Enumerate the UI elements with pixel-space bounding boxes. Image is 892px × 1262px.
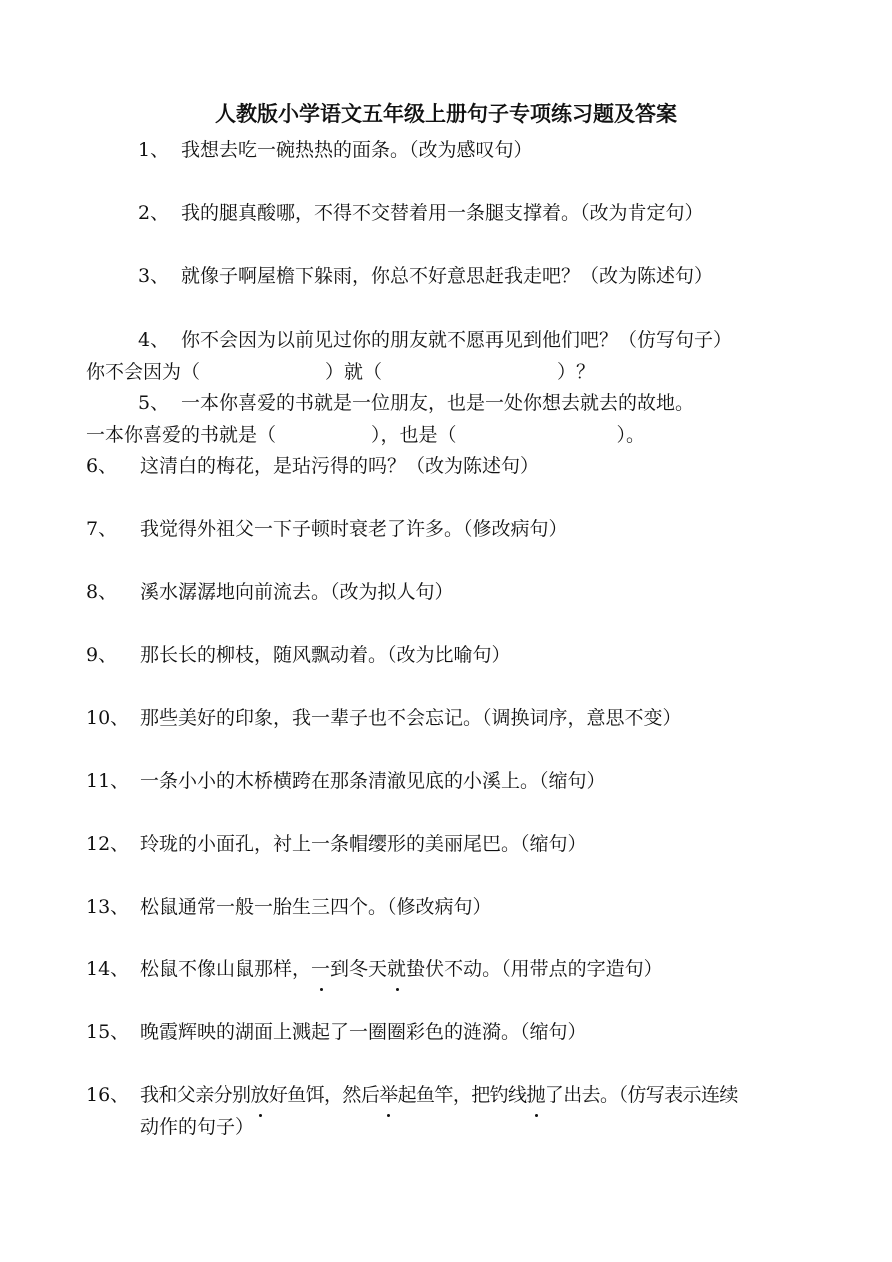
dotted-char: 抛	[526, 1081, 544, 1109]
text-segment: 松鼠不像山鼠那样，	[140, 958, 312, 980]
question-number: 13、	[86, 896, 130, 918]
question-text	[140, 1081, 738, 1109]
question-text: 就像子啊屋檐下躲雨，你总不好意思赶我走吧？（改为陈述句）	[181, 265, 714, 287]
page-title: 人教版小学语文五年级上册句子专项练习题及答案	[215, 102, 677, 126]
question-number: 11、	[86, 770, 130, 792]
fill-in-line	[86, 358, 595, 386]
question-text: 我觉得外祖父一下子顿时衰老了许多。（修改病句）	[140, 518, 568, 540]
question-text: 我想去吃一碗热热的面条。（改为感叹句）	[181, 139, 533, 161]
fill-in-suffix: ）。	[616, 424, 646, 446]
text-segment: 到冬天	[330, 958, 388, 980]
text-segment: 起鱼竿，把钓线	[397, 1084, 527, 1106]
question-number: 12、	[86, 833, 130, 855]
question-number: 2、	[138, 202, 170, 224]
fill-in-prefix: 你不会因为（	[86, 361, 201, 383]
question-number: 4、	[138, 329, 170, 351]
dotted-char: 举	[379, 1081, 397, 1109]
question-number: 15、	[86, 1021, 130, 1043]
question-number: 9、	[86, 644, 118, 666]
question-text: 松鼠通常一般一胎生三四个。（修改病句）	[140, 896, 492, 918]
dotted-char: 就	[387, 955, 406, 983]
question-text: 这清白的梅花，是玷污得的吗？（改为陈述句）	[140, 455, 540, 477]
question-number: 3、	[138, 265, 170, 287]
question-number: 7、	[86, 518, 118, 540]
question-text: 那长长的柳枝，随风飘动着。（改为比喻句）	[140, 644, 511, 666]
text-segment: 蛰伏不动。（用带点的字造句）	[406, 958, 663, 980]
question-text: 晚霞辉映的湖面上溅起了一圈圈彩色的涟漪。（缩句）	[140, 1021, 587, 1043]
dotted-char: 一	[311, 955, 330, 983]
fill-in-suffix: ）？	[557, 361, 596, 383]
text-segment: 好鱼饵，然后	[268, 1084, 380, 1106]
question-number: 16、	[86, 1084, 130, 1106]
dotted-char: 放	[250, 1081, 268, 1109]
fill-in-middle: ）就（	[325, 361, 383, 383]
question-text	[140, 955, 663, 983]
text-segment: 了出去。（仿写表示连续	[544, 1084, 738, 1106]
question-number: 5、	[138, 392, 170, 414]
question-number: 8、	[86, 581, 118, 603]
question-text: 一本你喜爱的书就是一位朋友，也是一处你想去就去的故地。	[181, 392, 695, 414]
fill-in-line	[86, 421, 645, 449]
question-text: 那些美好的印象，我一辈子也不会忘记。（调换词序，意思不变）	[140, 707, 682, 729]
question-number: 10、	[86, 707, 130, 729]
text-segment: 我和父亲分别	[140, 1084, 251, 1106]
question-text-continued: 动作的句子）	[140, 1116, 255, 1138]
question-text: 一条小小的木桥横跨在那条清澈见底的小溪上。（缩句）	[140, 770, 606, 792]
question-text: 溪水潺潺地向前流去。（改为拟人句）	[140, 581, 454, 603]
question-number: 14、	[86, 958, 130, 980]
fill-in-middle: ），也是（	[371, 424, 457, 446]
question-text: 你不会因为以前见过你的朋友就不愿再见到他们吧？（仿写句子）	[181, 329, 733, 351]
question-text: 我的腿真酸哪，不得不交替着用一条腿支撑着。（改为肯定句）	[181, 202, 704, 224]
question-number: 1、	[138, 139, 170, 161]
question-text: 玲珑的小面孔，衬上一条帽缨形的美丽尾巴。（缩句）	[140, 833, 587, 855]
fill-in-prefix: 一本你喜爱的书就是（	[86, 424, 277, 446]
question-number: 6、	[86, 455, 118, 477]
